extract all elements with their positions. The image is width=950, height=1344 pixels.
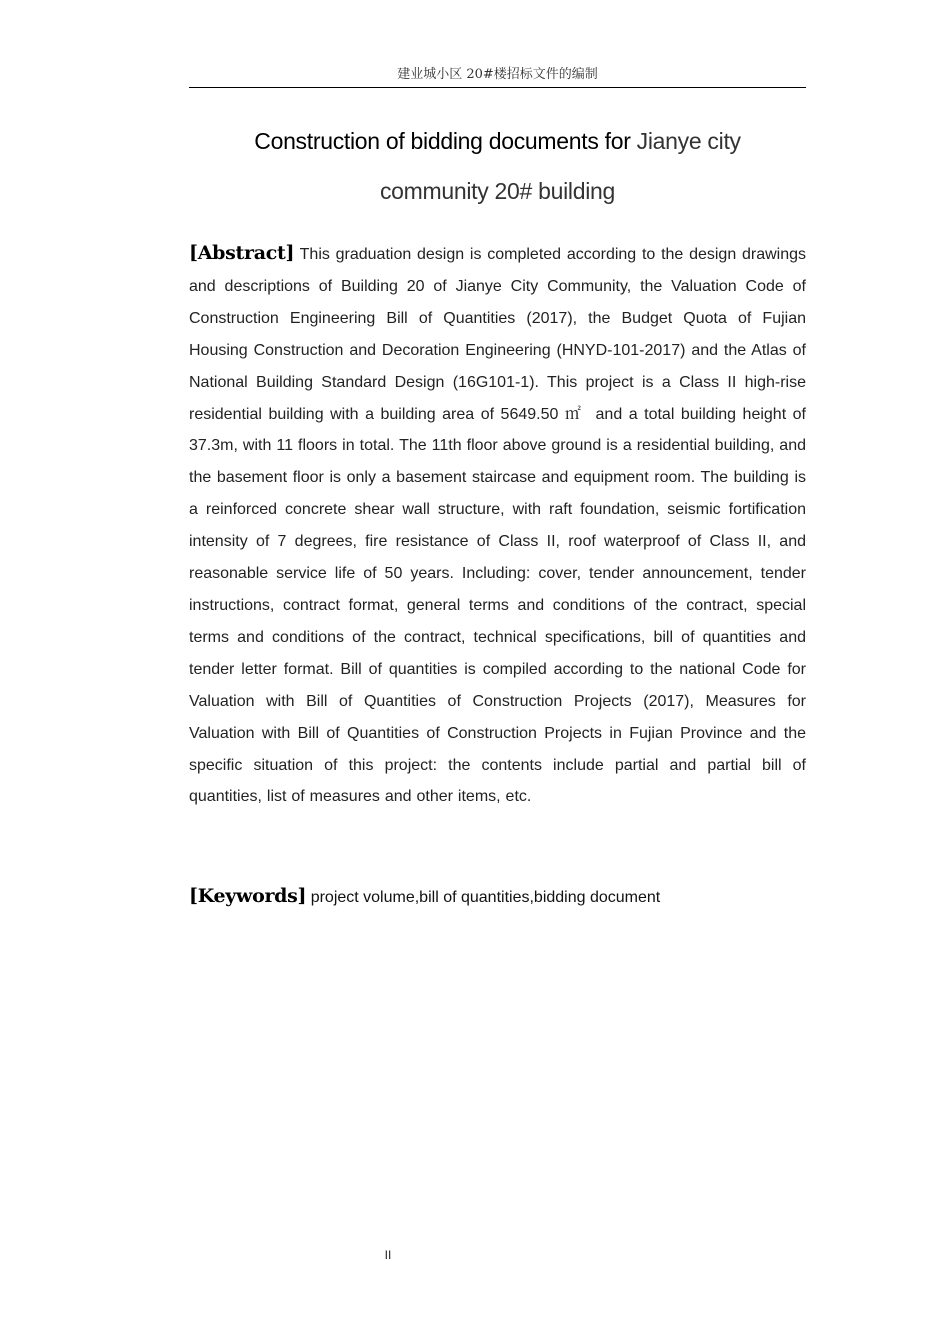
keywords-label: [Keywords] <box>189 885 307 907</box>
page-number: II <box>384 1248 392 1262</box>
title-line-1-part-b: Jianye city <box>636 128 741 154</box>
paper-title <box>189 116 806 216</box>
area-unit: ㎡ <box>564 405 583 423</box>
abstract-text-part-1: This graduation design is completed according to the design drawings and descriptions of Building 20 of Jianye City Community, the Valuation Code of Construction Engineering Bill of Quantities (2017), the Budget Quota of Fujian Housing Construction and Decoration Engineering (HNYD-101-2017) and the Atlas of National Building Standard Design (16G101-1). This project is a Class II high-rise residential building with a building area of 5649.50 <box>189 246 807 423</box>
abstract-paragraph <box>189 238 806 813</box>
title-line-1 <box>189 116 806 166</box>
header-rule <box>189 87 806 88</box>
running-header: 建业城小区 20#楼招标文件的编制 <box>397 67 598 82</box>
abstract-text-part-2: and a total building height of 37.3m, with 11 floors in total. The 11th floor above ground is a residential building, and the basement floor is only a basement staircase and equipment room. The building is a reinforced concrete shear wall structure, with raft foundation, seismic fortification intensity of 7 degrees, fire resistance of Class II, roof waterproof of Class II, and reasonable service life of 50 years. Including: cover, tender announcement, tender instructions, contract format, general terms and conditions of the contract, special terms and conditions of the contract, technical specifications, bill of quantities and tender letter format. Bill of quantities is compiled according to the national Code for Valuation with Bill of Quantities of Construction Projects (2017), Measures for Valuation with Bill of Quantities of Construction Projects in Fujian Province and the specific situation of this project: the contents include partial and partial bill of quantities, list of measures and other items, etc. <box>189 405 807 806</box>
title-line-2: community 20# building <box>379 178 616 204</box>
keywords-paragraph <box>189 880 806 914</box>
keywords-text: project volume,bill of quantities,bidding document <box>310 889 661 906</box>
title-line-1-part-a: Construction of bidding documents for <box>254 128 631 154</box>
abstract-label: [Abstract] <box>189 242 295 264</box>
